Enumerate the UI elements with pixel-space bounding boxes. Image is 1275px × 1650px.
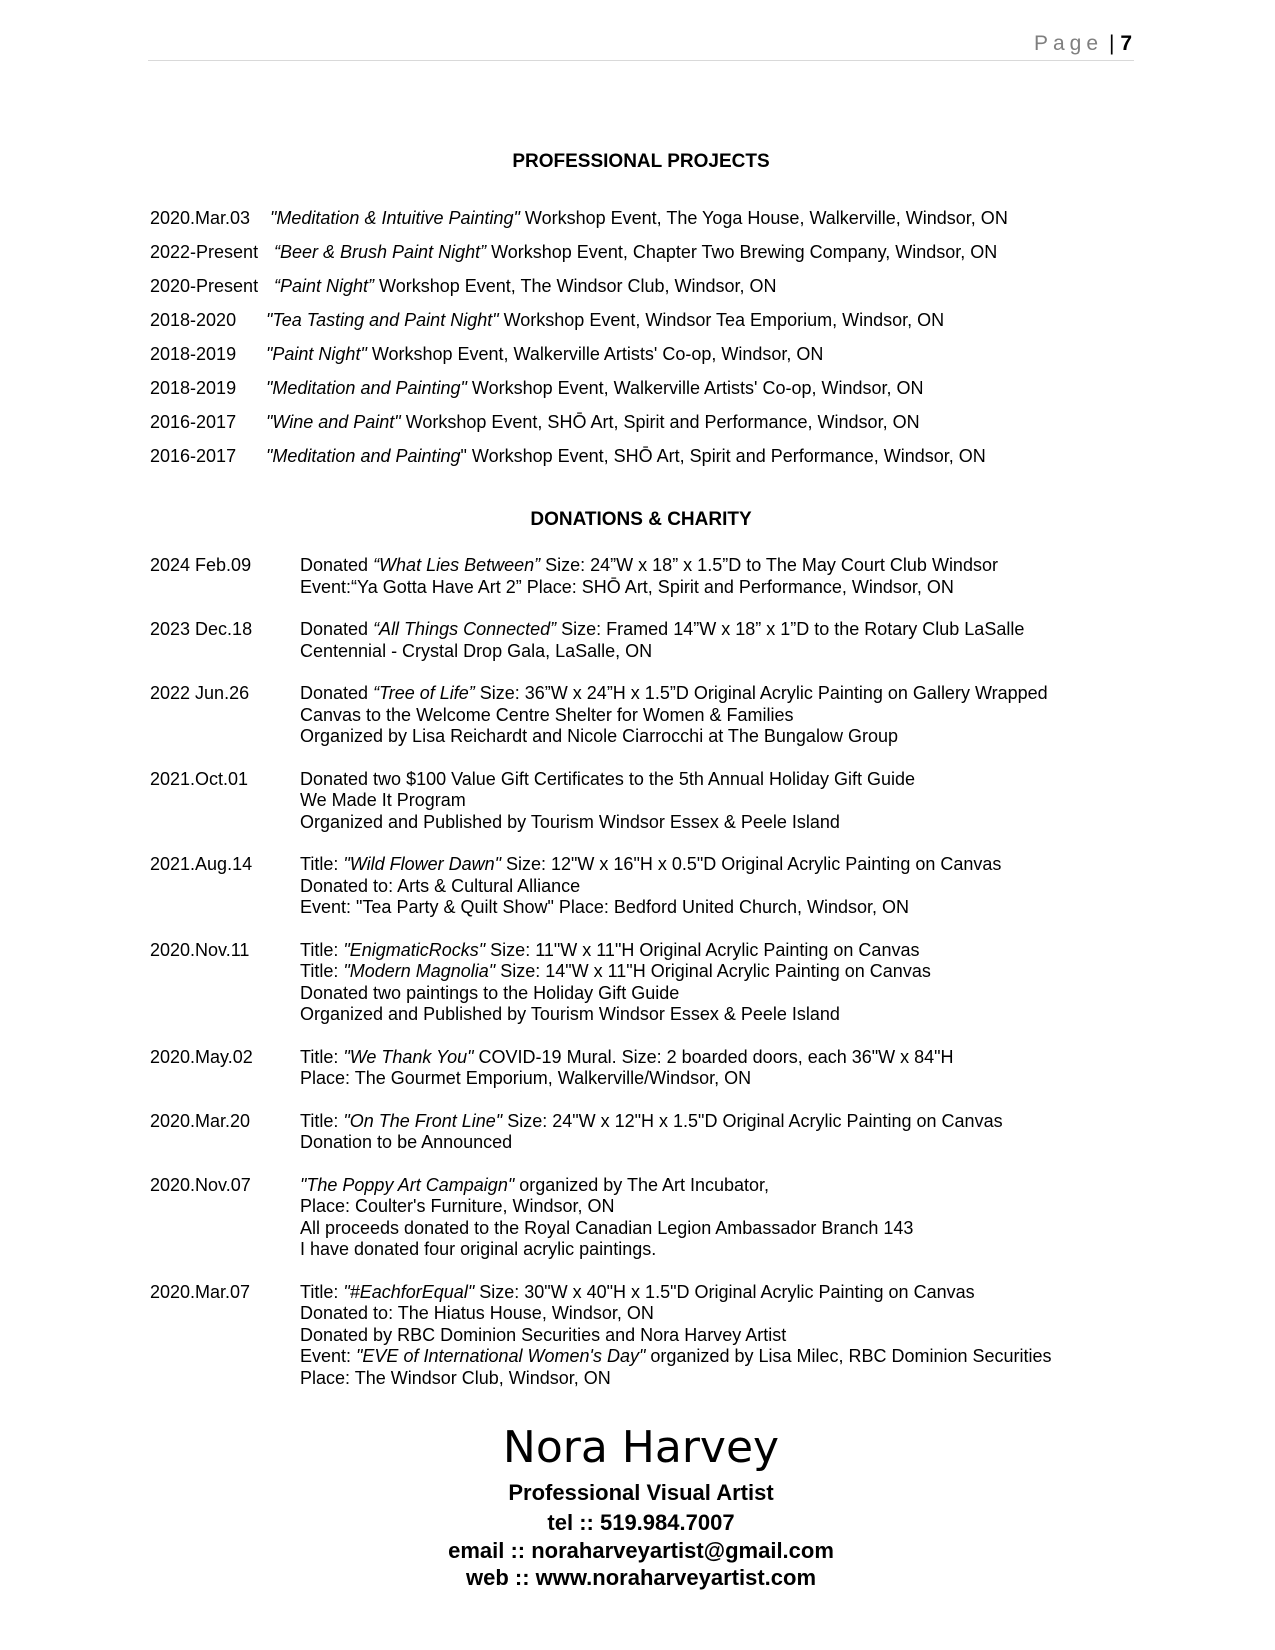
- donation-text: Centennial - Crystal Drop Gala, LaSalle, ON: [300, 640, 653, 661]
- donation-line: [300, 897, 1148, 919]
- artwork-title: "On The Front Line": [343, 1110, 503, 1131]
- donation-text: Organized by Lisa Reichardt and Nicole Ciarrocchi at The Bungalow Group: [300, 726, 898, 746]
- donation-details: [300, 683, 1148, 748]
- project-date: 2018-2019: [150, 378, 237, 398]
- donation-details: [300, 940, 1148, 1026]
- project-details: Workshop Event, Windsor Tea Emporium, Windsor, ON: [498, 310, 945, 330]
- donation-text: Donated: [300, 683, 374, 703]
- donation-text: Place: The Windsor Club, Windsor, ON: [300, 1367, 611, 1388]
- artwork-title: “What Lies Between”: [373, 555, 541, 575]
- donation-details: [300, 555, 1148, 598]
- project-row: [148, 276, 1134, 310]
- artwork-title: "#EachforEqual": [343, 1281, 475, 1302]
- artwork-title: "Wild Flower Dawn": [343, 854, 501, 874]
- donation-text: Donated: [300, 555, 374, 575]
- project-date: 2016-2017: [150, 446, 237, 466]
- donation-line: [300, 940, 1148, 962]
- donation-text: organized by The Art Incubator,: [514, 1174, 770, 1195]
- donation-line: [300, 1047, 1148, 1069]
- artwork-title: "EnigmaticRocks": [343, 939, 486, 960]
- project-date: 2016-2017: [150, 412, 237, 432]
- donation-text: Title:: [300, 1281, 344, 1302]
- donation-text: Size: 11"W x 11"H Original Acrylic Painting on Canvas: [485, 939, 920, 960]
- project-details: Workshop Event, SHŌ Art, Spirit and Performance, Windsor, ON: [400, 412, 920, 432]
- signature-block: [148, 1420, 1134, 1591]
- phone-contact: tel :: 519.984.7007: [547, 1510, 735, 1535]
- artwork-title: "We Thank You": [343, 1046, 474, 1067]
- donation-line: [300, 1196, 1148, 1218]
- donation-text: Event:: [300, 1346, 357, 1366]
- donation-line: [300, 683, 1148, 705]
- project-row: [148, 310, 1134, 344]
- donation-line: [300, 705, 1148, 727]
- project-date: 2020.Mar.03: [150, 208, 251, 228]
- project-row: [148, 208, 1134, 242]
- page-number: 7: [1120, 32, 1132, 55]
- donation-text: Title:: [300, 961, 344, 981]
- email-contact: email :: noraharveyartist@gmail.com: [448, 1538, 834, 1563]
- donation-text: Size: 12"W x 16"H x 0.5"D Original Acrylic Painting on Canvas: [501, 854, 1002, 874]
- donation-line: [300, 983, 1148, 1005]
- donation-line: [300, 812, 1148, 834]
- artist-title: Professional Visual Artist: [508, 1480, 774, 1505]
- donation-text: We Made It Program: [300, 790, 466, 810]
- donation-text: I have donated four original acrylic paintings.: [300, 1239, 657, 1259]
- project-description: [270, 208, 1008, 229]
- donation-line: [300, 1175, 1148, 1197]
- project-title: "Meditation and Painting": [266, 378, 467, 398]
- donation-line: [300, 1111, 1148, 1133]
- artist-name: Nora Harvey: [502, 1422, 780, 1473]
- donations-heading: DONATIONS & CHARITY: [530, 509, 752, 530]
- donation-text: Title:: [300, 854, 344, 874]
- donation-text: Size: 14"W x 11"H Original Acrylic Painting on Canvas: [495, 961, 931, 981]
- donation-text: Title:: [300, 1046, 344, 1067]
- project-details: Workshop Event, Walkerville Artists' Co-op, Windsor, ON: [366, 344, 824, 364]
- donation-text: Donated to: Arts & Cultural Alliance: [300, 875, 581, 896]
- page-word: Page: [1033, 32, 1103, 55]
- donation-line: [300, 619, 1148, 641]
- website-contact: web :: www.noraharveyartist.com: [465, 1565, 817, 1590]
- project-row: [148, 378, 1134, 412]
- donation-details: [300, 619, 1148, 662]
- artwork-title: "Modern Magnolia": [343, 961, 496, 981]
- donation-text: Title:: [300, 1110, 344, 1131]
- donation-line: [300, 577, 1148, 599]
- artwork-title: “Tree of Life”: [373, 683, 475, 703]
- donation-line: [300, 1346, 1148, 1368]
- donation-line: [300, 769, 1148, 791]
- donation-line: [300, 790, 1148, 812]
- project-description: [274, 276, 777, 297]
- project-date: 2018-2020: [150, 310, 237, 330]
- project-description: [266, 412, 920, 433]
- donation-line: [300, 1325, 1148, 1347]
- donation-text: Organized and Published by Tourism Windsor Essex & Peele Island: [300, 1004, 840, 1024]
- donation-text: Donated by RBC Dominion Securities and Nora Harvey Artist: [300, 1324, 787, 1345]
- donation-details: [300, 1111, 1148, 1154]
- donation-date: 2020.Mar.07: [150, 1281, 251, 1302]
- donation-text: Donated two $100 Value Gift Certificates to the 5th Annual Holiday Gift Guide: [300, 768, 916, 789]
- donation-entry: [148, 940, 1148, 1026]
- donation-text: Donation to be Announced: [300, 1132, 513, 1152]
- donation-details: [300, 854, 1148, 919]
- donation-date: 2023 Dec.18: [150, 619, 253, 639]
- donation-line: [300, 1368, 1148, 1390]
- project-title: “Beer & Brush Paint Night”: [274, 242, 487, 262]
- donation-text: Size: 30"W x 40"H x 1.5"D Original Acrylic Painting on Canvas: [474, 1281, 975, 1302]
- project-description: [266, 310, 944, 331]
- donation-details: [300, 769, 1148, 834]
- donation-text: COVID-19 Mural. Size: 2 boarded doors, each 36"W x 84"H: [473, 1046, 954, 1067]
- donation-date: 2021.Aug.14: [150, 854, 253, 874]
- donation-text: organized by Lisa Milec, RBC Dominion Securities: [645, 1346, 1052, 1366]
- donation-date: 2020.Nov.11: [150, 939, 250, 960]
- artwork-title: "EVE of International Women's Day": [356, 1346, 646, 1366]
- project-details: Workshop Event, Walkerville Artists' Co-op, Windsor, ON: [466, 378, 924, 398]
- donation-entry: [148, 769, 1148, 834]
- donation-text: Donated to: The Hiatus House, Windsor, ON: [300, 1303, 654, 1323]
- project-row: [148, 344, 1134, 378]
- project-description: [266, 344, 823, 365]
- project-title: "Meditation & Intuitive Painting": [270, 208, 520, 228]
- project-title: “Paint Night”: [274, 276, 375, 296]
- donation-entry: [148, 1175, 1148, 1261]
- page-separator: |: [1109, 32, 1115, 55]
- donation-text: Canvas to the Welcome Centre Shelter for Women & Families: [300, 704, 794, 725]
- project-title: "Wine and Paint": [266, 412, 401, 432]
- project-description: [274, 242, 997, 263]
- donation-text: Size: 24”W x 18” x 1.5”D to The May Court Club Windsor: [540, 555, 998, 575]
- donation-line: [300, 555, 1148, 577]
- donation-details: [300, 1282, 1148, 1390]
- projects-list: [148, 208, 1134, 480]
- donation-text: Place: Coulter's Furniture, Windsor, ON: [300, 1196, 615, 1216]
- donation-date: 2021.Oct.01: [150, 768, 249, 789]
- project-description: [266, 378, 924, 399]
- projects-heading: PROFESSIONAL PROJECTS: [512, 151, 770, 172]
- donation-text: Event:“Ya Gotta Have Art 2” Place: SHŌ Art, Spirit and Performance, Windsor, ON: [300, 576, 954, 597]
- project-description: [266, 446, 986, 467]
- donation-date: 2020.Nov.07: [150, 1174, 251, 1195]
- donation-line: [300, 876, 1148, 898]
- donation-line: [300, 1068, 1148, 1090]
- donation-line: [300, 1239, 1148, 1261]
- donation-entry: [148, 683, 1148, 748]
- donation-line: [300, 641, 1148, 663]
- donation-text: Organized and Published by Tourism Windsor Essex & Peele Island: [300, 811, 840, 832]
- donation-text: Donated: [300, 619, 374, 639]
- page-number-label: [1034, 32, 1132, 56]
- donation-text: All proceeds donated to the Royal Canadian Legion Ambassador Branch 143: [300, 1217, 914, 1238]
- project-title: "Meditation and Painting: [266, 446, 461, 466]
- donation-text: Title:: [300, 939, 344, 960]
- artwork-title: “All Things Connected”: [373, 619, 557, 639]
- donation-line: [300, 726, 1148, 748]
- donation-line: [300, 854, 1148, 876]
- project-title: "Tea Tasting and Paint Night": [266, 310, 499, 330]
- project-date: 2018-2019: [150, 344, 237, 364]
- donation-details: [300, 1175, 1148, 1261]
- donation-text: Size: 36”W x 24”H x 1.5”D Original Acrylic Painting on Gallery Wrapped: [474, 683, 1048, 703]
- donations-list: [148, 555, 1148, 1410]
- donation-entry: [148, 1282, 1148, 1390]
- donation-entry: [148, 1047, 1148, 1090]
- donation-date: 2022 Jun.26: [150, 683, 250, 703]
- project-row: [148, 242, 1134, 276]
- project-details: Workshop Event, The Windsor Club, Windsor, ON: [374, 276, 777, 296]
- project-details: Workshop Event, Chapter Two Brewing Company, Windsor, ON: [486, 242, 998, 262]
- donation-line: [300, 1132, 1148, 1154]
- artwork-title: "The Poppy Art Campaign": [300, 1174, 515, 1195]
- project-details: Workshop Event, The Yoga House, Walkerville, Windsor, ON: [519, 208, 1008, 228]
- donation-line: [300, 1303, 1148, 1325]
- donation-text: Donated two paintings to the Holiday Gift Guide: [300, 982, 680, 1003]
- donation-line: [300, 961, 1148, 983]
- donation-date: 2020.Mar.20: [150, 1110, 251, 1131]
- donation-text: Event: "Tea Party & Quilt Show" Place: Bedford United Church, Windsor, ON: [300, 897, 910, 917]
- donation-line: [300, 1004, 1148, 1026]
- project-date: 2022-Present: [150, 242, 259, 262]
- donation-details: [300, 1047, 1148, 1090]
- donation-entry: [148, 555, 1148, 598]
- page-header: [148, 28, 1134, 61]
- donation-text: Size: 24"W x 12"H x 1.5"D Original Acrylic Painting on Canvas: [502, 1110, 1003, 1131]
- project-title: "Paint Night": [266, 344, 367, 364]
- donation-entry: [148, 619, 1148, 662]
- donation-line: [300, 1218, 1148, 1240]
- donation-date: 2024 Feb.09: [150, 555, 252, 575]
- project-details: " Workshop Event, SHŌ Art, Spirit and Performance, Windsor, ON: [460, 446, 986, 466]
- donation-entry: [148, 854, 1148, 919]
- project-row: [148, 446, 1134, 480]
- donation-text: Place: The Gourmet Emporium, Walkerville/Windsor, ON: [300, 1068, 752, 1088]
- donation-text: Size: Framed 14”W x 18” x 1”D to the Rotary Club LaSalle: [556, 619, 1025, 639]
- donation-date: 2020.May.02: [150, 1046, 253, 1067]
- project-row: [148, 412, 1134, 446]
- donation-line: [300, 1282, 1148, 1304]
- project-date: 2020-Present: [150, 276, 259, 296]
- donation-entry: [148, 1111, 1148, 1154]
